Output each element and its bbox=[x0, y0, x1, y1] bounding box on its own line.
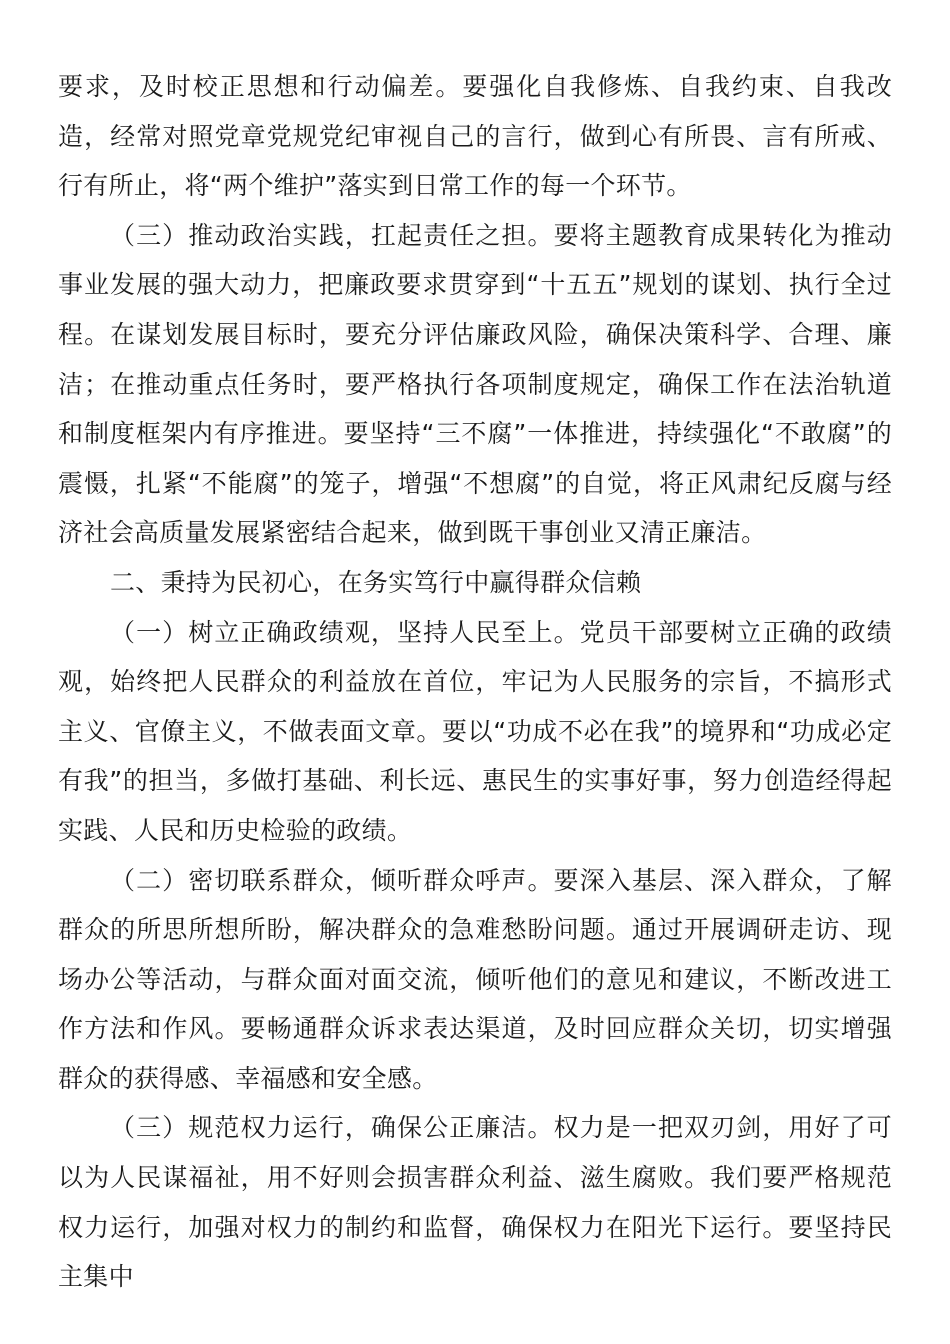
document-page bbox=[58, 62, 892, 1302]
paragraph-regulate-power: （三）规范权力运行，确保公正廉洁。权力是一把双刃剑，用好了可以为人民谋福祉，用不好则会损害群众利益、滋生腐败。我们要严格规范权力运行，加强对权力的制约和监督，确保权力在阳光下运行。要坚持民主集中 bbox=[58, 1113, 892, 1292]
paragraph-achievement-view: （一）树立正确政绩观，坚持人民至上。党员干部要树立正确的政绩观，始终把人民群众的利益放在首位，牢记为人民服务的宗旨，不搞形式主义、官僚主义，不做表面文章。要以“功成不必在我”的境界和“功成必定有我”的担当，多做打基础、利长远、惠民生的实事好事，努力创造经得起实践、人民和历史检验的政绩。 bbox=[58, 617, 892, 845]
paragraph-political-practice: （三）推动政治实践，扛起责任之担。要将主题教育成果转化为推动事业发展的强大动力，把廉政要求贯穿到“十五五”规划的谋划、执行全过程。在谋划发展目标时，要充分评估廉政风险，确保决策科学、合理、廉洁；在推动重点任务时，要严格执行各项制度规定，确保工作在法治轨道和制度框架内有序推进。要坚持“三不腐”一体推进，持续强化“不敢腐”的震慑，扎紧“不能腐”的笼子，增强“不想腐”的自觉，将正风肃纪反腐与经济社会高质量发展紧密结合起来，做到既干事创业又清正廉洁。 bbox=[58, 220, 892, 548]
section-heading-people-first: 二、秉持为民初心，在务实笃行中赢得群众信赖 bbox=[110, 567, 642, 597]
paragraph-continuation: 要求，及时校正思想和行动偏差。要强化自我修炼、自我约束、自我改造，经常对照党章党规党纪审视自己的言行，做到心有所畏、言有所戒、行有所止，将“两个维护”落实到日常工作的每一个环节。 bbox=[58, 72, 892, 201]
paragraph-contact-masses: （二）密切联系群众，倾听群众呼声。要深入基层、深入群众，了解群众的所思所想所盼，解决群众的急难愁盼问题。通过开展调研走访、现场办公等活动，与群众面对面交流，倾听他们的意见和建议，不断改进工作方法和作风。要畅通群众诉求表达渠道，及时回应群众关切，切实增强群众的获得感、幸福感和安全感。 bbox=[58, 865, 892, 1093]
